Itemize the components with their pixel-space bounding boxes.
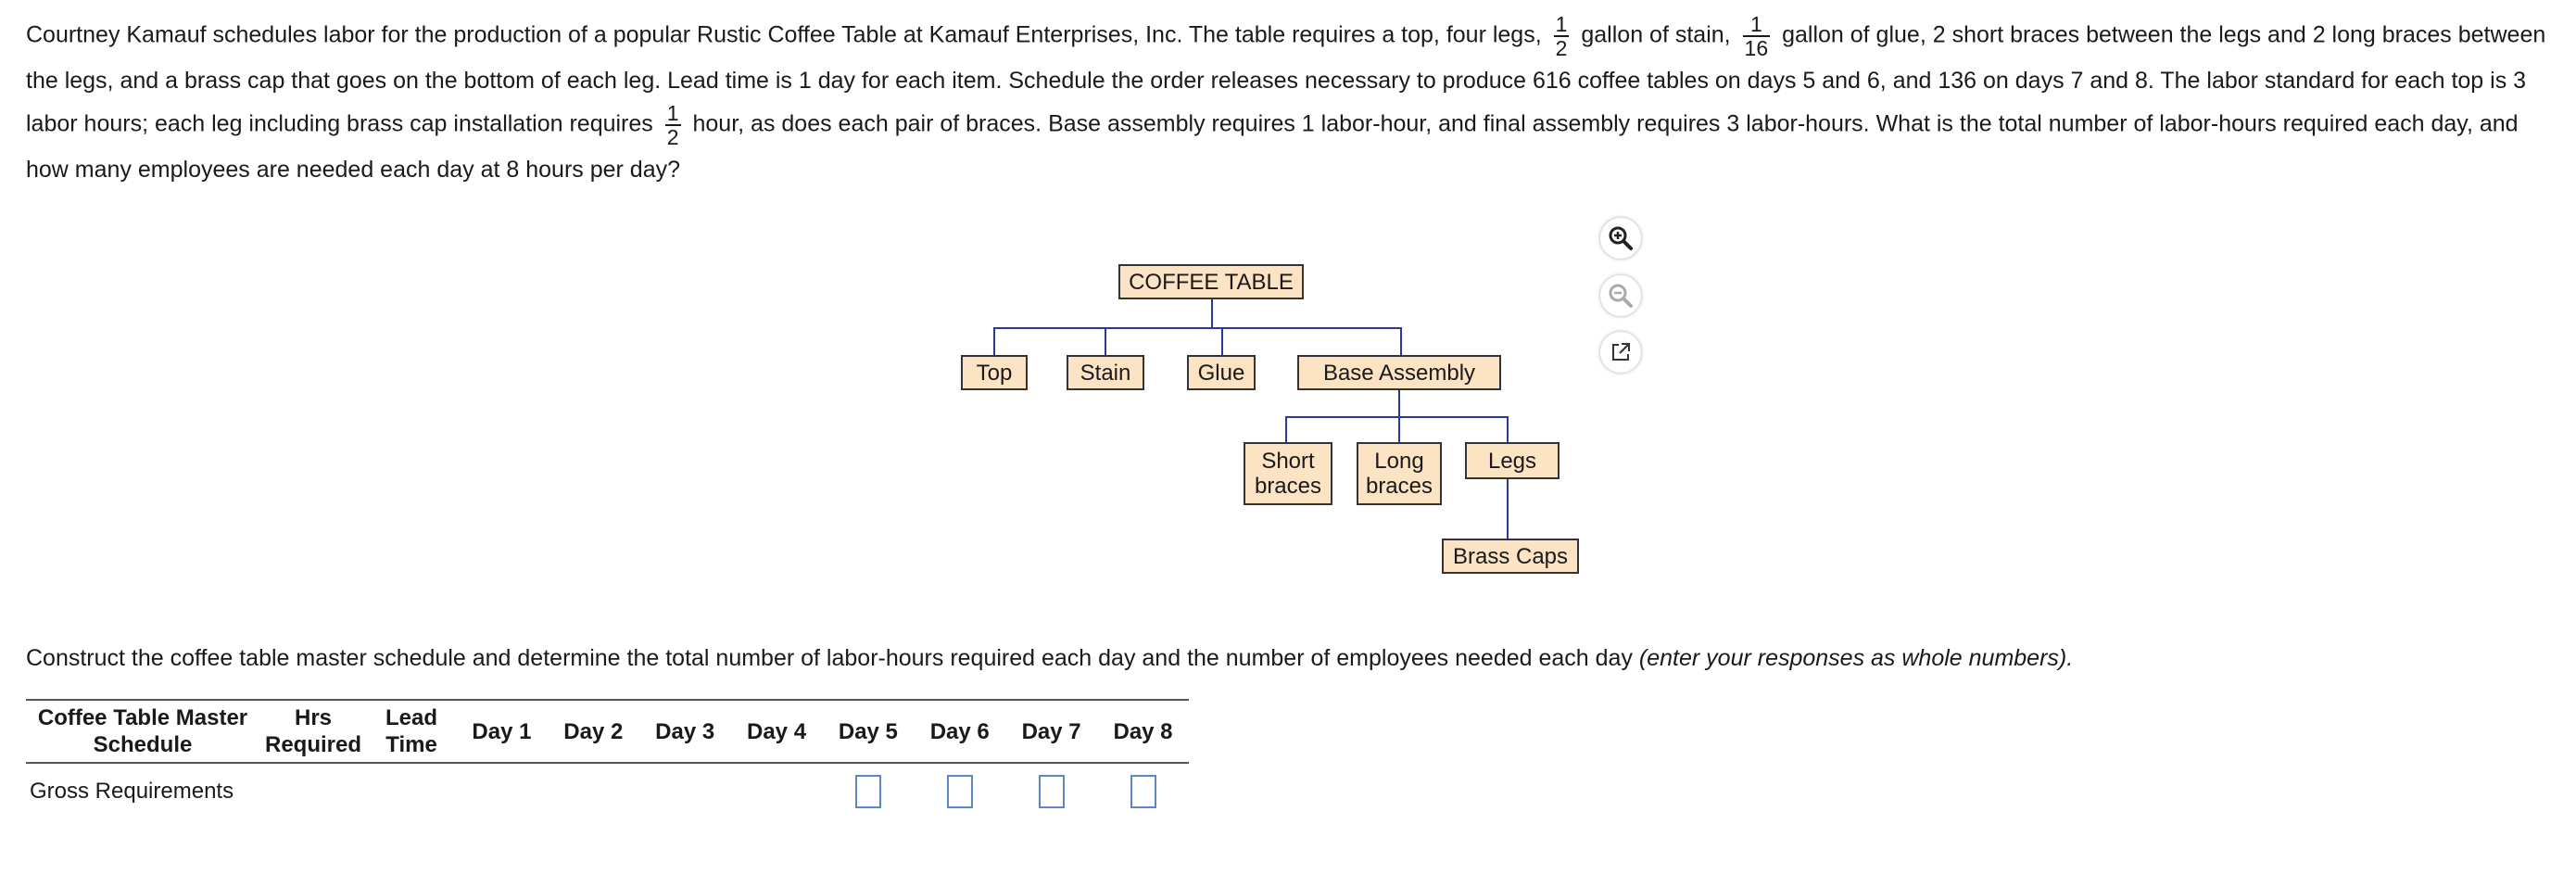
instruction-note: (enter your responses as whole numbers). <box>1638 645 2074 671</box>
zoom-out-icon <box>1607 282 1635 310</box>
stain-fraction: $\frac{1}{2}$ <box>1555 12 1568 60</box>
popout-button[interactable] <box>1600 332 1641 373</box>
instruction-text: Construct the coffee table master schedule and determine the total number of labor-hours required each day and the number of employees needed each day (enter your responses as whole numbers). <box>26 645 2074 671</box>
node-coffee-table: COFFEE TABLE <box>1118 264 1304 299</box>
header-hrs-required: Hrs Required <box>259 700 367 763</box>
zoom-in-icon <box>1607 224 1635 252</box>
header-day-4: Day 4 <box>731 700 823 763</box>
problem-text-4: hour, as does each pair of braces. Base assembly requires 1 labor-hour, and final assembly requires 3 labor-hours. What is the total number of labor-hours required each day, and how many employees are needed each day at 8 hours per day? <box>26 110 2519 183</box>
node-long-braces: Long braces <box>1357 442 1442 505</box>
zoom-out-button[interactable] <box>1600 275 1641 316</box>
glue-fraction: $\frac{1}{16}$ <box>1744 12 1769 60</box>
node-stain: Stain <box>1067 355 1144 390</box>
node-glue: Glue <box>1187 355 1256 390</box>
zoom-in-button[interactable] <box>1600 218 1641 259</box>
node-base-assembly: Base Assembly <box>1297 355 1501 390</box>
node-short-braces: Short braces <box>1244 442 1332 505</box>
row-label-gross-requirements: Gross Requirements <box>30 779 234 804</box>
header-day-5: Day 5 <box>822 700 914 763</box>
node-legs: Legs <box>1465 442 1559 479</box>
header-day-7: Day 7 <box>1005 700 1097 763</box>
header-schedule: Coffee Table Master Schedule <box>26 700 259 763</box>
problem-text-2: gallon of stain, <box>1581 21 1731 48</box>
gross-req-day-6-input[interactable] <box>947 775 973 808</box>
gross-req-day-5-input[interactable] <box>855 775 881 808</box>
header-lead-time: Lead Time <box>367 700 456 763</box>
node-brass-caps: Brass Caps <box>1442 539 1579 574</box>
gross-req-day-8-input[interactable] <box>1130 775 1156 808</box>
header-day-3: Day 3 <box>639 700 731 763</box>
header-day-8: Day 8 <box>1097 700 1189 763</box>
problem-text-3: gallon of glue, 2 short braces between the legs and 2 long braces between the legs, and a brass cap that goes on the bottom of each leg. Lead time is 1 day for each item. Schedule the order releases necessary to produce 616 coffee tables on days 5 and 6, and 136 on days 7 and 8. The labor standard for each top is 3 labor hours; each leg including brass cap installation requires <box>26 21 2546 137</box>
table-row <box>26 763 1189 819</box>
header-day-6: Day 6 <box>914 700 1005 763</box>
header-day-1: Day 1 <box>456 700 548 763</box>
master-schedule-table <box>26 699 1189 819</box>
problem-text-1: Courtney Kamauf schedules labor for the production of a popular Rustic Coffee Table at Kamauf Enterprises, Inc. The table requires a top, four legs, <box>26 21 1542 48</box>
leg-fraction: $\frac{1}{2}$ <box>666 101 679 149</box>
header-day-2: Day 2 <box>548 700 639 763</box>
popout-icon <box>1609 340 1633 364</box>
gross-req-day-7-input[interactable] <box>1039 775 1065 808</box>
node-top: Top <box>961 355 1028 390</box>
